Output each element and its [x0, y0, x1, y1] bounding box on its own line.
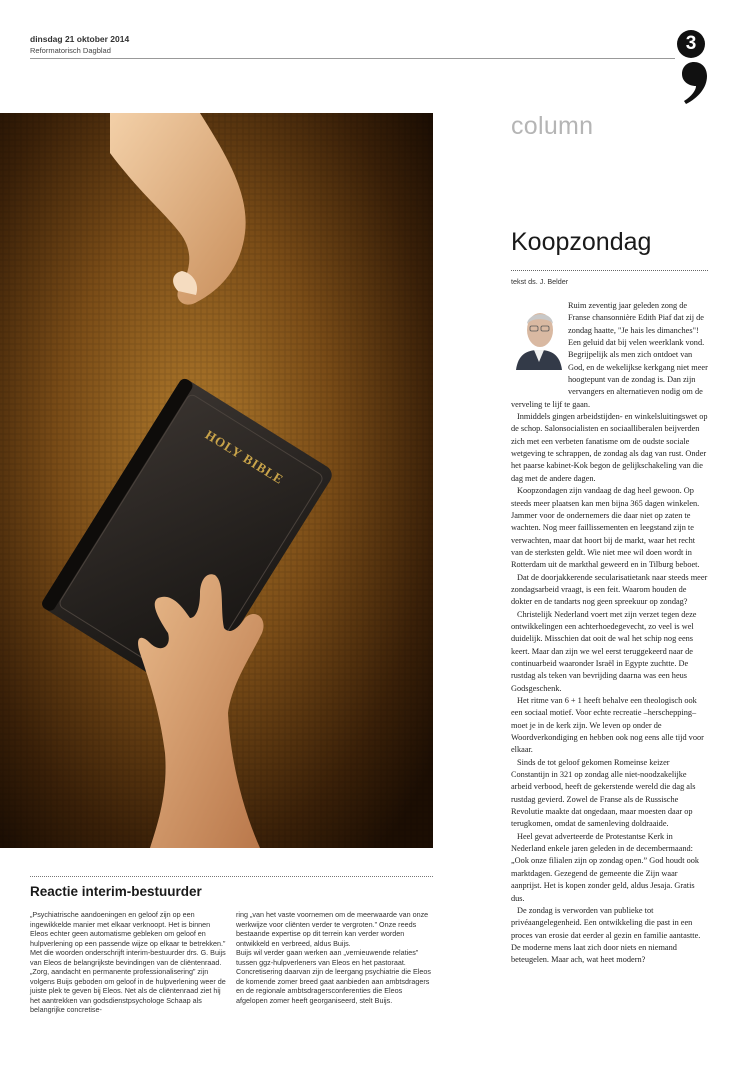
comma-logo-icon — [680, 60, 708, 106]
column-divider — [511, 270, 708, 271]
column-paragraph: De zondag is verworden van publieke tot privéaangelegenheid. Een ontwikkeling die past in een proces van erosie dat eerder al gezin en familie aantastte. De moderne mens laat zich door niets en niemand beteugelen. Maar ach, wat heet modern? — [511, 905, 701, 965]
article-paragraph: ring „van het vaste voornemen om de meerwaarde van onze werkwijze voor cliënten verder te vergroten.” Onze reeds bestaande expertise op dit terrein kan verder worden ontwikkeld en verbreed, aldus Buijs. — [236, 910, 429, 948]
column-body — [511, 300, 708, 967]
column-title: Koopzondag — [511, 228, 652, 256]
column-paragraph: Heel gevat adverteerde de Protestantse Kerk in Nederland enkele jaren geleden in de decembermaand: „Ook onze filialen zijn op zondag open.” God houdt ook marktdagen. Gezegend de gemeente die Zijn waar aanprijst. Het is kopen zonder geld, aldus Jesaja. Gratis dus. — [511, 831, 700, 903]
page-number-badge: 3 — [677, 30, 705, 58]
column-paragraph: Koopzondagen zijn vandaag de dag heel gewoon. Op steeds meer plaatsen kan men bijna 365 dagen winkelen. Jammer voor de ondernemers die daar niet op zaten te wachten. Nog meer faillissementen en leegstand zijn te verwachten, maar dat hoort bij de markt, waar het recht van de sterksten geldt. Wie niet mee wil doen wordt in Rotterdam uit de markthal geweerd en in Tilburg beboet. — [511, 486, 700, 570]
column-paragraph: Het ritme van 6 + 1 heeft behalve een theologisch ook een sociaal motief. Voor echte recreatie –herschepping– moet je in de kerk zijn. We leven op onder de Woordverkondiging en hebben ook nog eens alle tijd voor elkaar. — [511, 696, 704, 755]
header-rule — [30, 58, 675, 59]
article-paragraph: Buijs wil verder gaan werken aan „vernieuwende relaties” tussen ggz-hulpverleners van Eleos en het pastoraat. Concretisering daarvan zijn de leergang psychiatrie die Eleos de komende zomer breed gaat aanbieden aan ambtsdragers en de regionale ambtsdragersconferenties die Eleos afgelopen zomer heeft georganiseerd, stelt Buijs. — [236, 948, 431, 1005]
column-paragraph: Ruim zeventig jaar geleden zong de Franse chansonnière Edith Piaf dat zij de zondag haatte, "Je hais les dimanches"! Een geluid dat bij velen weerklank vond. Begrijpelijk als men zich ontdoet van God, en de wekelijkse kerkgang niet meer hoogtepunt van de zondag is. Dan zijn vervangers en alternatieven nodig om de verveling te lijf te gaan. — [511, 301, 708, 409]
article-paragraph: „Psychiatrische aandoeningen en geloof zijn op een ingewikkelde manier met elkaar verknoopt. Het is binnen Eleos echter geen automatisme gebleken om geloof en hulpverlening op een passende wijze op elkaar te betrekken.” Met die woorden onderschrijft interim-bestuurder drs. G. Buijs van Eleos de belangrijkste bevindingen van de cliëntenraad. — [30, 910, 226, 967]
article-divider — [30, 876, 433, 877]
column-paragraph: Inmiddels gingen arbeidstijden- en winkelsluitingswet op de schop. Salonsocialisten en sociaalliberalen beijverden zich met een verbeten fanatisme om de oudste sociale wetgeving te schrappen, de zondag als dag van rust. Onder het paarse kabinet-Kok begon de gelijkschakeling van die dag met de andere dagen. — [511, 412, 708, 483]
article-paragraph: „Zorg, aandacht en permanente professionalisering” zijn volgens Buijs geboden om geloof in de hulpverlening weer de juiste plek te geven bij Eleos. Net als de cliëntenraad ziet hij het aantrekken van godsdienstpsychologe Schaap als belangrijke concretise- — [30, 967, 226, 1014]
newspaper-name: Reformatorisch Dagblad — [30, 46, 111, 55]
byline: tekst ds. J. Belder — [511, 277, 569, 286]
article-title: Reactie interim-bestuurder — [30, 884, 202, 899]
column-paragraph: Sinds de tot geloof gekomen Romeinse keizer Constantijn in 321 op zondag alle niet-noodzakelijke arbeid verbood, heeft de gekerstende wereld die dag als rustdag gevierd. Zowel de Franse als de Russische Revolutie maakte dat ongedaan, maar moesten daar op terugkomen, omdat de samenleving doldraaide. — [511, 757, 696, 829]
column-paragraph: Dat de doorjakkerende secularisatietank naar steeds meer zondagsarbeid vraagt, is een feit. Waarom houden de dokter en de tandarts nog geen spreekuur op zondag? — [511, 572, 708, 607]
section-kicker: column — [511, 112, 594, 140]
column-paragraph: Christelijk Nederland voert met zijn verzet tegen deze ontwikkelingen een achterhoedegevecht, zo veel is wel duidelijk. Misschien dat ooit de wal het schip nog eens keert. Maar dan zijn we wel eerst teruggekeerd naar de continuarbeid waaronder Israël in Egypte zuchtte. De rustdag als teken van bevrijding daarna was een heus Godsgeschenk. — [511, 609, 697, 693]
issue-date: dinsdag 21 oktober 2014 — [30, 34, 130, 44]
article-column-2 — [236, 910, 432, 1005]
svg-text:HOLY BIBLE: HOLY BIBLE — [202, 426, 287, 488]
bible-hands-photo — [0, 113, 433, 848]
article-column-1 — [30, 910, 226, 1015]
